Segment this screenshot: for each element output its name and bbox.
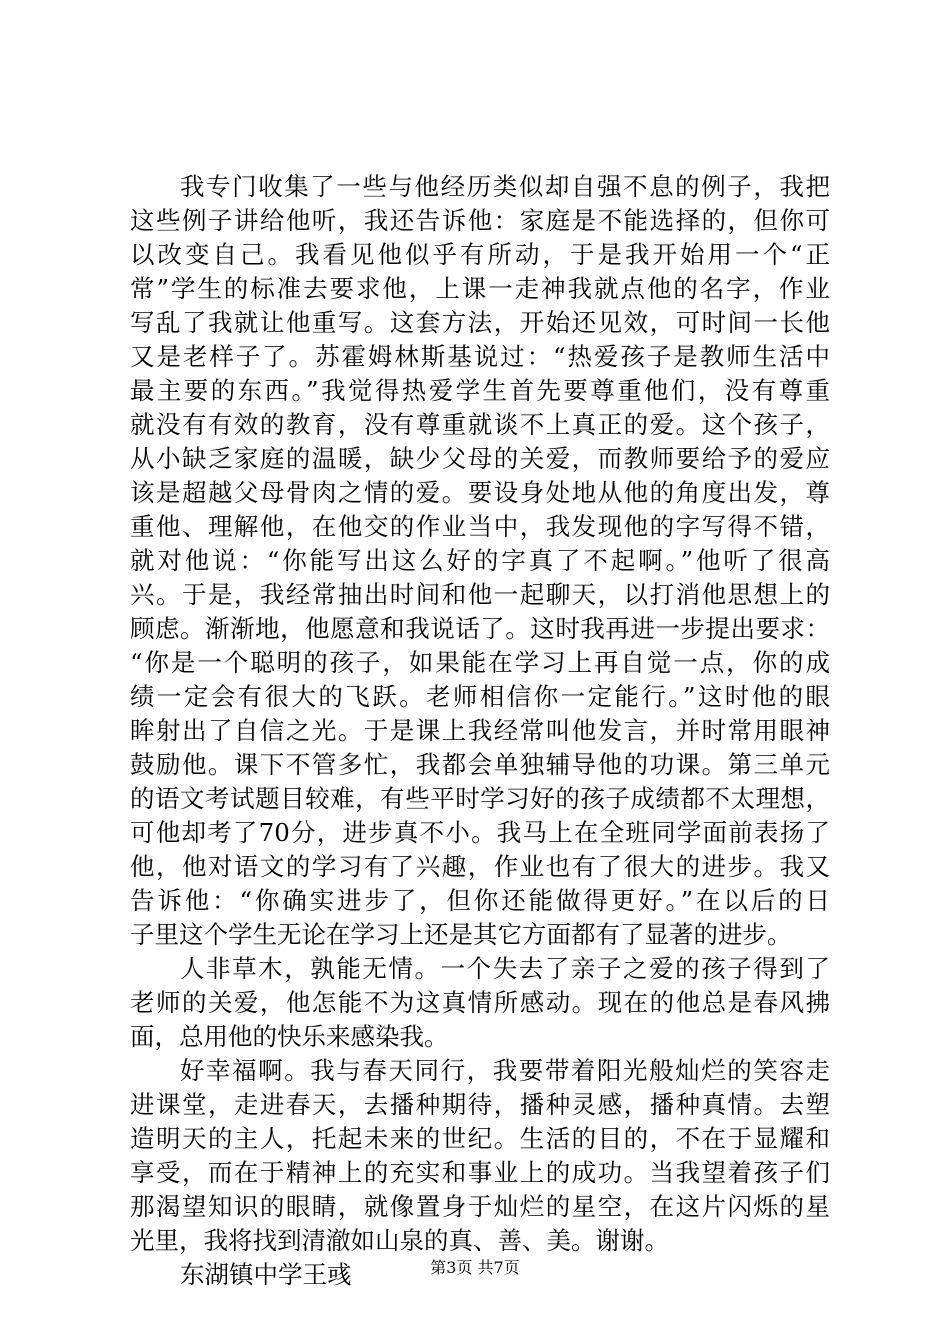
text-line: 进课堂，走进春天，去播种期待，播种灵感，播种真情。去塑: [130, 1090, 830, 1119]
text-line: 享受，而在于精神上的充实和事业上的成功。当我望着孩子们: [130, 1158, 830, 1187]
text-line: 眸射出了自信之光。于是课上我经常叫他发言，并时常用眼神: [130, 716, 830, 745]
text-line: 常”学生的标准去要求他，上课一走神我就点他的名字，作业: [130, 274, 830, 303]
text-line: 告诉他：“你确实进步了，但你还能做得更好。”在以后的日: [130, 886, 830, 915]
text-line: 从小缺乏家庭的温暖，缺少父母的关爱，而教师要给予的爱应: [130, 444, 830, 473]
text-line: 就没有有效的教育，没有尊重就谈不上真正的爱。这个孩子，: [130, 410, 830, 439]
text-line: 写乱了我就让他重写。这套方法，开始还见效，可时间一长他: [130, 308, 830, 337]
signature-line: 东湖镇中学王彧: [180, 1260, 352, 1289]
text-line: 兴。于是，我经常抽出时间和他一起聊天，以打消他思想上的: [130, 580, 830, 609]
text-line: 重他、理解他，在他交的作业当中，我发现他的字写得不错，: [130, 512, 830, 541]
text-line: 该是超越父母骨肉之情的爱。要设身处地从他的角度出发，尊: [130, 478, 830, 507]
text-line: 面，总用他的快乐来感染我。: [130, 1022, 449, 1051]
text-line: 以改变自己。我看见他似乎有所动，于是我开始用一个“正: [130, 240, 830, 269]
text-line: 我专门收集了一些与他经历类似却自强不息的例子，我把: [180, 172, 830, 201]
text-line: 造明天的主人，托起未来的世纪。生活的目的，不在于显耀和: [130, 1124, 830, 1153]
text-line: 这些例子讲给他听，我还告诉他：家庭是不能选择的，但你可: [130, 206, 830, 235]
text-line: 最主要的东西。”我觉得热爱学生首先要尊重他们，没有尊重: [130, 376, 830, 405]
text-line: “你是一个聪明的孩子，如果能在学习上再自觉一点，你的成: [130, 648, 830, 677]
text-line: 光里，我将找到清澈如山泉的真、善、美。谢谢。: [130, 1226, 669, 1255]
text-line: 好幸福啊。我与春天同行，我要带着阳光般灿烂的笑容走: [180, 1056, 830, 1085]
text-line: 顾虑。渐渐地，他愿意和我说话了。这时我再进一步提出要求：: [130, 614, 830, 643]
text-line: 他，他对语文的学习有了兴趣，作业也有了很大的进步。我又: [130, 852, 830, 881]
text-line: 又是老样子了。苏霍姆林斯基说过：“热爱孩子是教师生活中: [130, 342, 830, 371]
text-line: 子里这个学生无论在学习上还是其它方面都有了显著的进步。: [130, 920, 792, 949]
text-line: 老师的关爱，他怎能不为这真情所感动。现在的他总是春风拂: [130, 988, 830, 1017]
document-body: [130, 170, 830, 1292]
text-line: 的语文考试题目较难，有些平时学习好的孩子成绩都不太理想，: [130, 784, 830, 813]
text-line: 鼓励他。课下不管多忙，我都会单独辅导他的功课。第三单元: [130, 750, 830, 779]
text-line: 就对他说：“你能写出这么好的字真了不起啊。”他听了很高: [130, 546, 830, 575]
text-line: 绩一定会有很大的飞跃。老师相信你一定能行。”这时他的眼: [130, 682, 830, 711]
page-number-footer: 第3页 共7页: [430, 1258, 520, 1277]
text-line: 可他却考了70分，进步真不小。我马上在全班同学面前表扬了: [130, 818, 830, 847]
text-line: 那渴望知识的眼睛，就像置身于灿烂的星空，在这片闪烁的星: [130, 1192, 830, 1221]
text-line: 人非草木，孰能无情。一个失去了亲子之爱的孩子得到了: [180, 954, 830, 983]
